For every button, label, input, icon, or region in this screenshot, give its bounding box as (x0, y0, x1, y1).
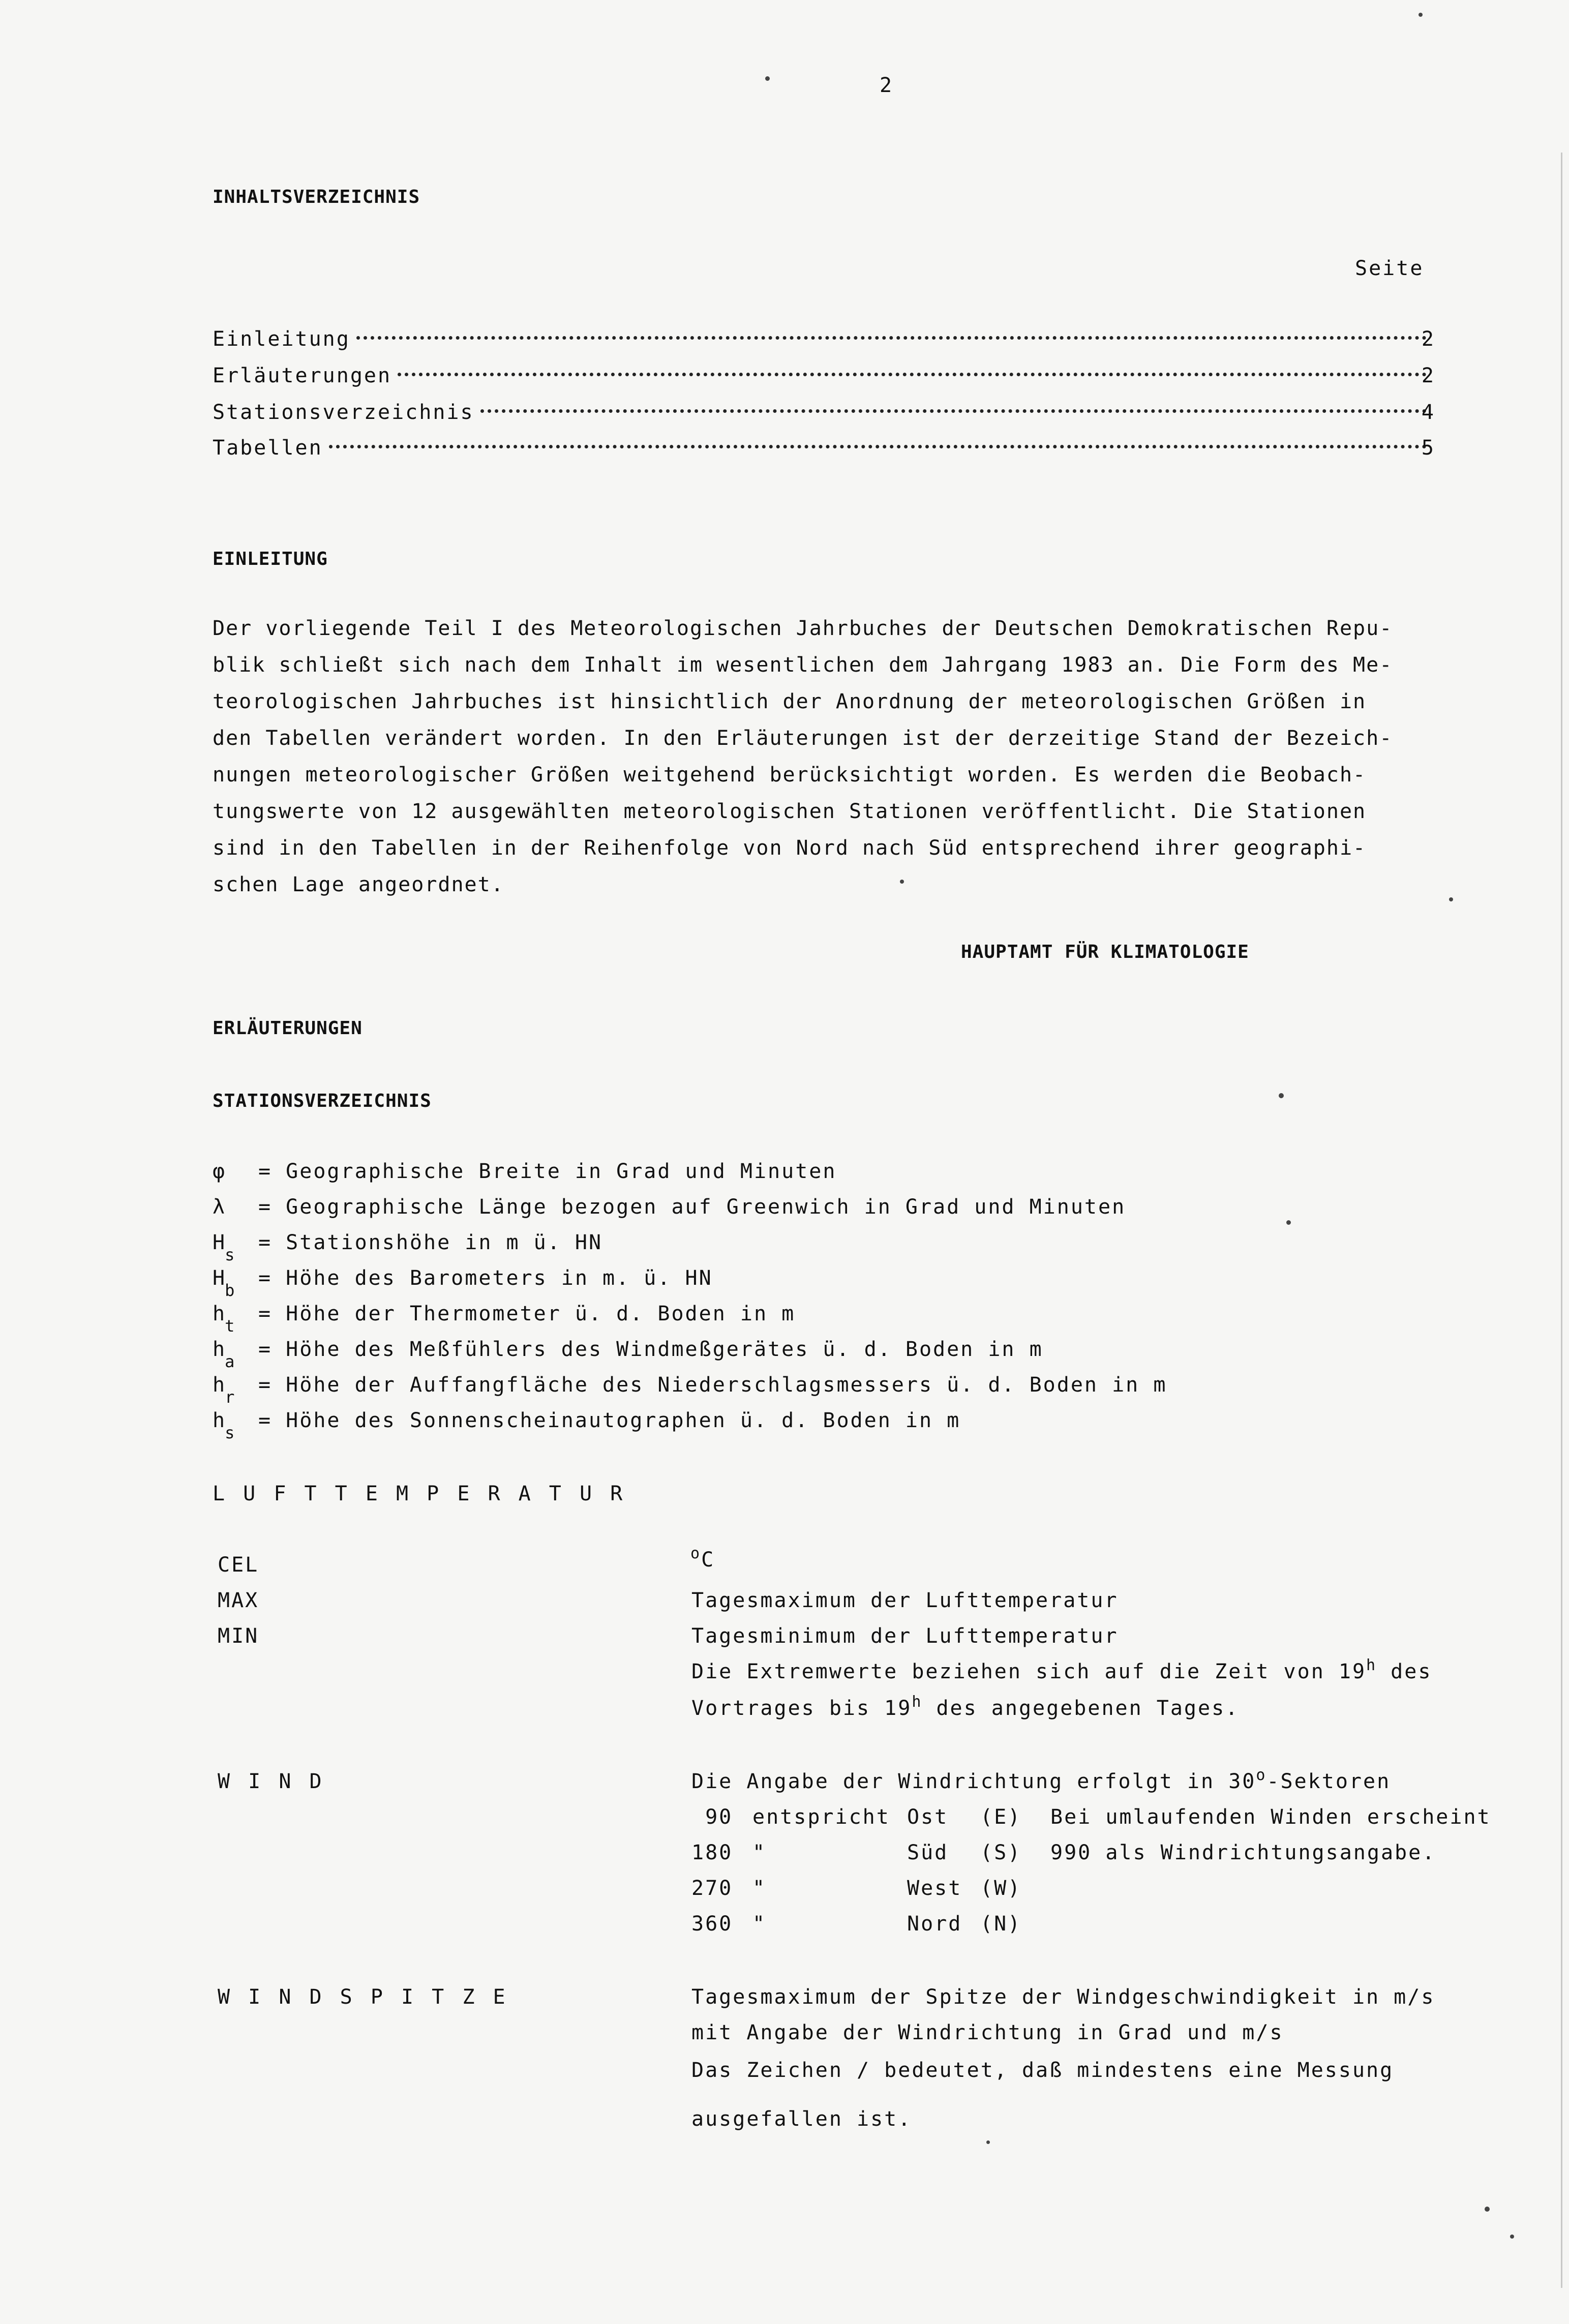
toc-heading: INHALTSVERZEICHNIS (213, 187, 420, 207)
paragraph-line: tungswerte von 12 ausgewählten meteorologischen Stationen veröffentlicht. Die Stationen (213, 800, 1367, 823)
wind-abbr: (W) (980, 1877, 1022, 1900)
min-label: MIN (218, 1624, 259, 1648)
einleitung-paragraph (213, 610, 1494, 903)
scan-speck (900, 880, 904, 884)
lufttemperatur-heading: L U F T T E M P E R A T U R (213, 1482, 626, 1505)
wind-word: entspricht (752, 1805, 890, 1829)
scan-speck (1419, 13, 1423, 17)
wind-deg: 180 (691, 1841, 733, 1864)
scan-speck (986, 2140, 990, 2144)
symbol-desc: = Höhe der Auffangfläche des Niederschlagsmessers ü. d. Boden in m (258, 1373, 1167, 1397)
wind-abbr: (N) (980, 1912, 1022, 1936)
symbol-phi: φ (213, 1160, 225, 1183)
wind-dir: Ost (907, 1805, 949, 1829)
extremwerte-line-2: Vortrages bis 19$^h$ des angegebenen Tages. (691, 1693, 1240, 1720)
scan-edge-line (1561, 153, 1562, 2288)
paragraph-line: nungen meteorologischer Größen weitgehend berücksichtigt worden. Es werden die Beobach- (213, 763, 1367, 787)
symbol-desc: = Höhe der Thermometer ü. d. Boden in m (258, 1302, 796, 1325)
wind-heading: W I N D (218, 1770, 325, 1793)
symbol-hs-station: $H_s$ (213, 1231, 235, 1264)
scan-speck (1510, 2235, 1514, 2239)
page-number: 2 (880, 74, 894, 97)
symbol-desc: = Stationshöhe in m ü. HN (258, 1231, 603, 1254)
signature-hauptamt: HAUPTAMT FÜR KLIMATOLOGIE (961, 942, 1249, 962)
wind-note-1: Bei umlaufenden Winden erscheint (1050, 1805, 1491, 1829)
scan-speck (1485, 2207, 1490, 2212)
toc-entry-page: 2 (1421, 364, 1434, 387)
wind-note-2: 990 als Windrichtungsangabe. (1050, 1841, 1436, 1864)
scan-speck (1279, 1093, 1284, 1098)
wind-dir: Nord (907, 1912, 962, 1936)
symbol-hs-sun: $h_s$ (213, 1409, 235, 1442)
symbol-hb: $H_b$ (213, 1266, 235, 1300)
wind-word: " (752, 1877, 767, 1900)
erlaeuterungen-heading: ERLÄUTERUNGEN (213, 1018, 363, 1039)
wind-dir: West (907, 1877, 962, 1900)
windspitze-heading: W I N D S P I T Z E (218, 1985, 508, 2009)
toc-entry-label: Tabellen (213, 436, 323, 460)
toc-entry-page: 4 (1421, 401, 1434, 424)
wind-deg: 90 (691, 1805, 733, 1829)
paragraph-line: schen Lage angeordnet. (213, 873, 504, 896)
symbol-desc: = Höhe des Meßfühlers des Windmeßgerätes ü. d. Boden in m (258, 1338, 1043, 1361)
toc-entry-label: Stationsverzeichnis (213, 401, 474, 424)
wind-intro: Die Angabe der Windrichtung erfolgt in 30$^o$-Sektoren (691, 1766, 1391, 1793)
min-desc: Tagesminimum der Lufttemperatur (691, 1624, 1119, 1648)
einleitung-heading: EINLEITUNG (213, 549, 328, 569)
toc-entry-label: Erläuterungen (213, 364, 392, 387)
scan-speck (765, 76, 770, 81)
windspitze-line: mit Angabe der Windrichtung in Grad und m/s (691, 2021, 1284, 2044)
scan-speck (1286, 1220, 1291, 1225)
max-desc: Tagesmaximum der Lufttemperatur (691, 1589, 1119, 1612)
toc-leader-dots (356, 336, 1427, 340)
toc-entry-tabellen[interactable] (213, 436, 1433, 465)
extremwerte-line-1: Die Extremwerte beziehen sich auf die Zeit von 19$^h$ des (691, 1656, 1432, 1683)
toc-entry-label: Einleitung (213, 327, 350, 351)
toc-entry-page: 2 (1421, 327, 1434, 351)
symbol-ha: $h_a$ (213, 1338, 235, 1371)
windspitze-line: Das Zeichen / bedeutet, daß mindestens eine Messung (691, 2059, 1394, 2082)
wind-abbr: (E) (980, 1805, 1022, 1829)
paragraph-line: blik schließt sich nach dem Inhalt im wesentlichen dem Jahrgang 1983 an. Die Form des Me- (213, 653, 1393, 677)
paragraph-line: Der vorliegende Teil I des Meteorologischen Jahrbuches der Deutschen Demokratischen Repu- (213, 617, 1393, 640)
toc-entry-stationsverzeichnis[interactable] (213, 401, 1433, 429)
cel-label: CEL (218, 1553, 259, 1577)
symbol-desc: = Geographische Breite in Grad und Minuten (258, 1160, 837, 1183)
paragraph-line: sind in den Tabellen in der Reihenfolge von Nord nach Süd entsprechend ihrer geographi- (213, 836, 1367, 860)
symbol-desc: = Höhe des Barometers in m. ü. HN (258, 1266, 713, 1290)
toc-entry-page: 5 (1421, 436, 1434, 460)
symbol-ht: $h_t$ (213, 1302, 235, 1336)
paragraph-line: den Tabellen verändert worden. In den Erläuterungen ist der derzeitige Stand der Bezeich- (213, 727, 1393, 750)
cel-unit: $^o$C (690, 1545, 715, 1572)
symbol-desc: = Geographische Länge bezogen auf Greenwich in Grad und Minuten (258, 1195, 1126, 1219)
wind-deg: 360 (691, 1912, 733, 1936)
toc-entry-erlaeuterungen[interactable] (213, 364, 1433, 393)
stationsverzeichnis-heading: STATIONSVERZEICHNIS (213, 1091, 432, 1111)
symbol-desc: = Höhe des Sonnenscheinautographen ü. d. Boden in m (258, 1409, 961, 1432)
toc-leader-dots (398, 373, 1427, 376)
toc-leader-dots (480, 409, 1427, 413)
wind-word: " (752, 1841, 767, 1864)
symbol-lambda: λ (213, 1195, 225, 1219)
toc-seite-label: Seite (1355, 257, 1424, 280)
symbol-hr: $h_r$ (213, 1373, 235, 1407)
max-label: MAX (218, 1589, 259, 1612)
wind-abbr: (S) (980, 1841, 1022, 1864)
wind-word: " (752, 1912, 767, 1936)
wind-dir: Süd (907, 1841, 949, 1864)
toc-leader-dots (329, 445, 1427, 448)
wind-deg: 270 (691, 1877, 733, 1900)
paragraph-line: teorologischen Jahrbuches ist hinsichtlich der Anordnung der meteorologischen Größen in (213, 690, 1367, 713)
windspitze-line: Tagesmaximum der Spitze der Windgeschwindigkeit in m/s (691, 1985, 1435, 2009)
scan-speck (1449, 897, 1453, 901)
windspitze-line: ausgefallen ist. (691, 2107, 912, 2131)
toc-entry-einleitung[interactable] (213, 327, 1433, 356)
